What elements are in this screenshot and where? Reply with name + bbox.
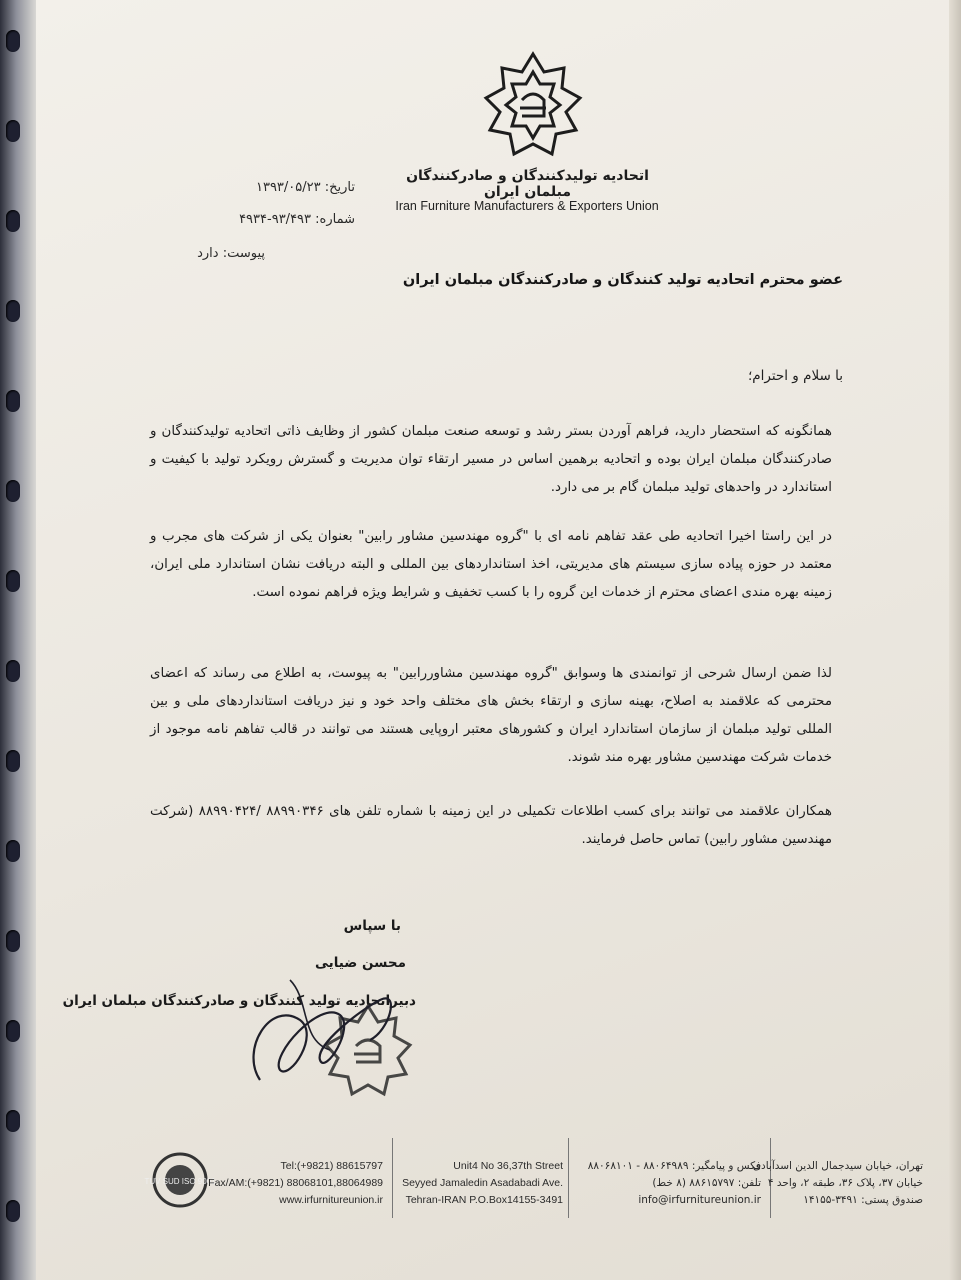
footer-website[interactable]: www.irfurnitureunion.ir [279, 1194, 383, 1206]
sheet-edge [949, 0, 961, 1280]
paragraph: همانگونه که استحضار دارید، فراهم آوردن بستر رشد و توسعه صنعت مبلمان کشور از وظایف ذاتی اتحادیه تولیدکنندگان و صادرکنندگان مبلمان ایران بوده و اتحادیه برهمین اساس در مسیر ارتقاء توان مدیریت و گسترش رویکرد تولید با کیفیت و استاندارد در واحدهای تولید مبلمان گام بر می دارد. [150, 424, 832, 495]
iso-label: TUV SUD ISO 9001 [144, 1177, 216, 1186]
footer-address-line: صندوق پستی: ۳۴۹۱-۱۴۱۵۵ [803, 1194, 923, 1206]
binder-hole [6, 300, 20, 322]
footer-tel: Tel:(+9821) 88615797 [280, 1160, 383, 1172]
iso-certification-icon [144, 1150, 216, 1210]
binder-hole [6, 570, 20, 592]
closing-thanks: با سپاس [343, 918, 401, 934]
footer-address-fa [753, 1158, 923, 1209]
footer-tel-fa: تلفن: ۸۸۶۱۵۷۹۷ (۸ خط) [652, 1177, 761, 1189]
binder-hole [6, 750, 20, 772]
union-logo-icon [478, 50, 588, 160]
binder-hole [6, 480, 20, 502]
binder-hole [6, 840, 20, 862]
paragraph: همکاران علاقمند می توانند برای کسب اطلاعات تکمیلی در این زمینه با شماره تلفن های ۸۸۹۹۰۳۴۶ /۸۸۹۹۰۴۲۴ (شرکت مهندسین مشاور رابین) تماس حاصل فرمایند. [150, 804, 832, 847]
footer-email[interactable]: info@irfurnitureunion.ir [638, 1194, 761, 1206]
binder-strip [0, 0, 36, 1280]
footer-divider [568, 1138, 569, 1218]
binder-hole [6, 1200, 20, 1222]
signer-name: محسن ضیایی [314, 955, 406, 971]
letter-number: شماره: ۹۳/۴۹۳-۴۹۳۴ [239, 212, 355, 227]
footer-address-line: Seyyed Jamaledin Asadabadi Ave. [402, 1177, 563, 1189]
footer-contact-en [208, 1158, 383, 1209]
footer-contact-fa [588, 1158, 761, 1209]
footer-divider [392, 1138, 393, 1218]
footer-address-line: خیابان ۳۷، پلاک ۳۶، طبقه ۲، واحد ۴ [767, 1177, 923, 1189]
letter-attachment: پیوست: دارد [197, 246, 265, 261]
binder-hole [6, 30, 20, 52]
binder-hole [6, 660, 20, 682]
paragraph: لذا ضمن ارسال شرحی از توانمندی ها وسوابق "گروه مهندسین مشاوررابین" به پیوست، به اطلاع می رساند که اعضای محترمی که علاقمند به اصلاح، بهینه سازی و ارتقاء بخش های مختلف واحد خود و نیز دریافت استانداردهای ملی و بین المللی تولید مبلمان از سازمان استاندارد ایران و کشورهای معتبر اروپایی هستند می توانند در قالب تفاهم نامه موجود از خدمات شرکت مهندسین مشاور بهره مند شوند. [150, 666, 832, 765]
salutation: عضو محترم اتحادیه تولید کنندگان و صادرکنندگان مبلمان ایران [402, 272, 843, 288]
footer-address-en [402, 1158, 563, 1209]
footer-address-line: Unit4 No 36,37th Street [453, 1160, 563, 1172]
org-name-en: Iran Furniture Manufacturers & Exporters Union [395, 199, 659, 213]
binder-hole [6, 1110, 20, 1132]
footer-fax-fa: فکس و پیامگیر: ۸۸۰۶۴۹۸۹ - ۸۸۰۶۸۱۰۱ [587, 1160, 761, 1172]
handwritten-signature-icon [230, 960, 430, 1110]
binder-hole [6, 930, 20, 952]
paragraph: در این راستا اخیرا اتحادیه طی عقد تفاهم نامه ای با "گروه مهندسین مشاور رابین" بعنوان یکی از شرکت های مجرب و معتمد در حوزه پیاده سازی سیستم های مدیریتی، اخذ استانداردهای بین المللی و البته دریافت نشان استاندارد ملی ایران، زمینه بهره مندی اعضای محترم از خدمات این گروه را با کسب تخفیف و شرایط ویژه فراهم نموده است. [150, 529, 832, 600]
binder-hole [6, 210, 20, 232]
footer-fax: Fax/AM:(+9821) 88068101,88064989 [208, 1177, 383, 1189]
binder-hole [6, 1020, 20, 1042]
binder-hole [6, 120, 20, 142]
letter-date: تاریخ: ۱۳۹۳/۰۵/۲۳ [255, 180, 355, 195]
binder-hole [6, 390, 20, 412]
signer-title: دبیراتحادیه تولید کنندگان و صادرکنندگان مبلمان ایران [62, 993, 416, 1009]
footer-address-line: تهران، خیابان سیدجمال الدین اسدآبادی [752, 1160, 923, 1172]
org-name-fa: اتحادیه تولیدکنندگان و صادرکنندگان مبلمان ایران [406, 168, 649, 200]
greeting: با سلام و احترام؛ [747, 368, 843, 384]
footer-address-line: Tehran-IRAN P.O.Box14155-3491 [405, 1194, 563, 1206]
